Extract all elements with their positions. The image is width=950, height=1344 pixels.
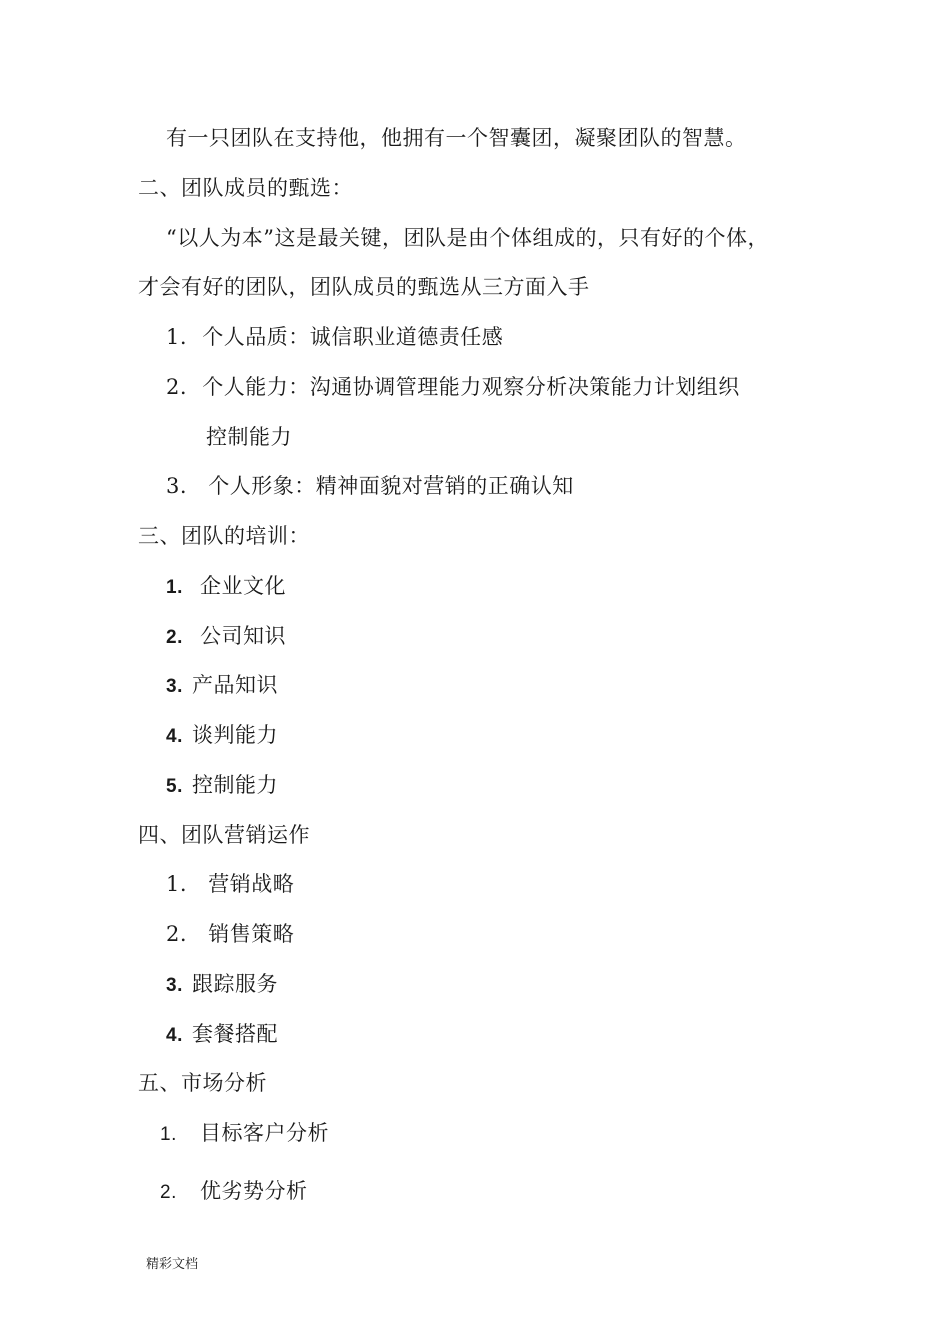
list-text: 产品知识 [192, 673, 279, 697]
list-item [166, 572, 286, 602]
list-item [160, 1119, 329, 1149]
list-item [166, 920, 294, 948]
page-footer: 精彩文档 [146, 1257, 199, 1272]
list-number: 2. [166, 627, 183, 648]
section-heading-4: 四、团队营销运作 [138, 823, 310, 847]
list-number: 4. [166, 1025, 183, 1046]
list-item [166, 1020, 278, 1050]
list-item [166, 870, 294, 898]
list-text: 个人形象：精神面貌对营销的正确认知 [208, 474, 574, 498]
intro-paragraph: 有一只团队在支持他，他拥有一个智囊团，凝聚团队的智慧。 [166, 126, 747, 150]
list-item [166, 373, 740, 401]
section-heading-3: 三、团队的培训： [138, 524, 310, 548]
list-number: 2. [166, 375, 188, 399]
list-text: 企业文化 [200, 574, 287, 598]
section-heading-2: 二、团队成员的甄选： [138, 176, 353, 200]
list-item-continuation: 控制能力 [206, 425, 292, 449]
list-number: 4. [166, 726, 183, 747]
list-item [166, 671, 278, 701]
list-item [166, 721, 278, 751]
list-text: 销售策略 [208, 922, 295, 946]
list-text: 控制能力 [192, 773, 279, 797]
list-number: 1. [160, 1124, 177, 1145]
list-number: 1. [166, 325, 188, 349]
list-text: 套餐搭配 [192, 1022, 279, 1046]
list-number: 5. [166, 776, 183, 797]
list-text: 公司知识 [200, 624, 287, 648]
list-text: 个人品质：诚信职业道德责任感 [202, 325, 504, 349]
list-item [166, 323, 503, 351]
list-number: 3. [166, 474, 188, 498]
paragraph-line-1: “以人为本”这是最关键，团队是由个体组成的，只有好的个体， [166, 226, 769, 250]
section-heading-5: 五、市场分析 [138, 1071, 267, 1095]
list-number: 3. [166, 676, 183, 697]
list-text: 谈判能力 [192, 723, 279, 747]
list-text: 优劣势分析 [200, 1179, 308, 1203]
list-text: 目标客户分析 [200, 1121, 330, 1145]
list-item [166, 622, 286, 652]
list-text: 营销战略 [208, 872, 295, 896]
list-number: 1. [166, 577, 183, 598]
list-item [166, 970, 278, 1000]
list-number: 1. [166, 872, 188, 896]
list-item [166, 771, 278, 801]
list-number: 2. [166, 922, 188, 946]
paragraph-line-2: 才会有好的团队，团队成员的甄选从三方面入手 [138, 275, 590, 299]
list-item [160, 1177, 308, 1207]
list-text: 跟踪服务 [192, 972, 279, 996]
list-text: 个人能力：沟通协调管理能力观察分析决策能力计划组织 [202, 375, 740, 399]
list-number: 3. [166, 975, 183, 996]
list-item [166, 472, 574, 500]
list-number: 2. [160, 1182, 177, 1203]
